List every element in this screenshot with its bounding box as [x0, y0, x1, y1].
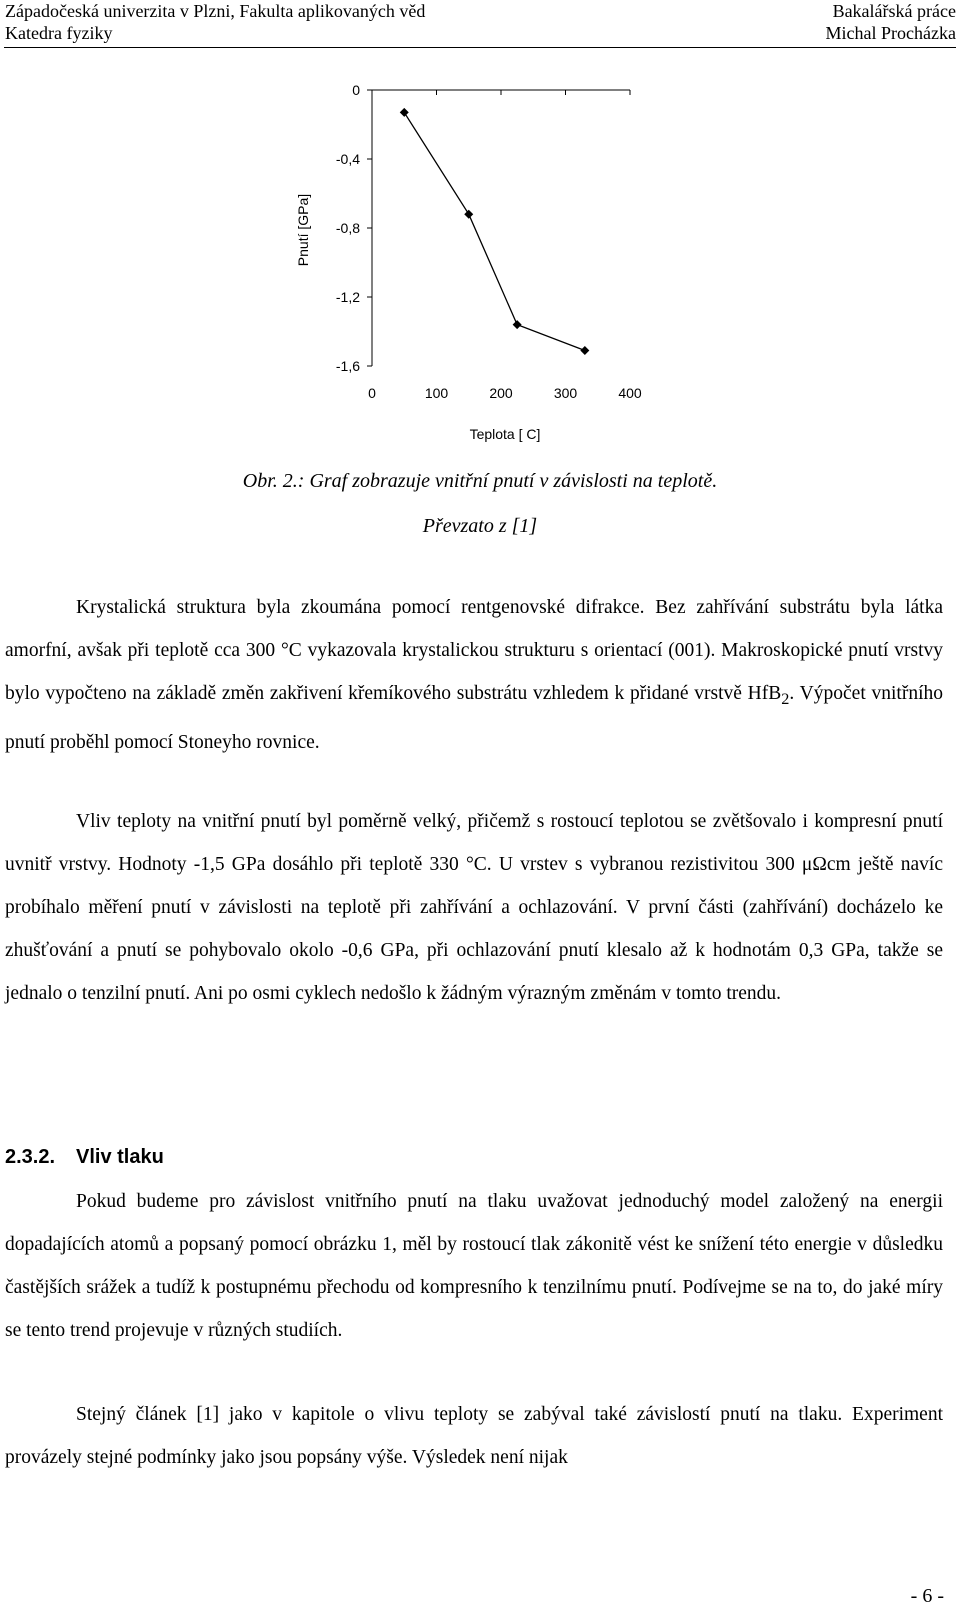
x-axis-label: Teplota [ C]: [469, 426, 541, 442]
header-thesis-type: Bakalářská práce: [832, 1, 956, 21]
paragraph-text: Krystalická struktura byla zkoumána pomocí rentgenovské difrakce. Bez zahřívání substrátu byla látka amorfní, avšak při teplotě cca 300 °C vykazovala krystalickou strukturu s orientací (001). Makroskopické pnutí vrstvy bylo vypočteno na základě změn zakřivení křemíkového substrátu vzhledem k přidané vrstvě HfB: [5, 597, 943, 704]
x-tick-label: 300: [553, 385, 578, 401]
y-tick-label: -1,6: [335, 358, 360, 374]
paragraph-text: Pokud budeme pro závislost vnitřního pnutí na tlaku uvažovat jednoduchý model založený na energii dopadajících atomů a popsaný pomocí obrázku 1, měl by rostoucí tlak zákonitě vést ke snížení této energie v důsledku častějších srážek a tudíž k postupnému přechodu od kompresního k tenzilnímu pnutí. Podívejme se na to, do jaké míry se tento trend projevuje v různých studiích.: [5, 1191, 943, 1341]
paragraph-text: . Výpočet vnitřního pnutí proběhl pomocí Stoneyho rovnice.: [5, 683, 943, 753]
x-tick-label: 0: [368, 385, 376, 401]
y-tick-label: 0: [352, 82, 360, 98]
y-tick-label: -0,4: [335, 151, 360, 167]
paragraph-crystal-structure: [5, 586, 943, 764]
page-number: - 6 -: [910, 1585, 944, 1607]
header-department: Katedra fyziky: [5, 23, 113, 43]
section-title: Vliv tlaku: [76, 1146, 164, 1168]
x-tick-label: 100: [424, 385, 449, 401]
section-number: 2.3.2.: [5, 1146, 56, 1168]
paragraph-text: Stejný článek [1] jako v kapitole o vlivu teploty se zabýval také závislostí pnutí na tlaku. Experiment provázely stejné podmínky jako jsou popsány výše. Výsledek není nijak: [5, 1404, 943, 1468]
y-axis-label: Pnutí [GPa]: [295, 193, 311, 267]
section-heading: [5, 1146, 164, 1169]
y-tick-label: -1,2: [335, 289, 360, 305]
data-series: [400, 108, 590, 355]
page-header: [0, 0, 960, 50]
paragraph-pressure-model: [5, 1180, 943, 1352]
x-axis: [368, 90, 642, 401]
header-university: Západočeská univerzita v Plzni, Fakulta aplikovaných věd: [5, 1, 426, 21]
data-point-marker: [580, 346, 589, 355]
header-rule: [4, 47, 956, 48]
paragraph-pressure-study: [5, 1393, 943, 1479]
paragraph-text: Vliv teploty na vnitřní pnutí byl poměrně velký, přičemž s rostoucí teplotou se zvětšovalo i kompresní pnutí uvnitř vrstvy. Hodnoty -1,5 GPa dosáhlo při teplotě 330 °C. U vrstev s vybranou rezistivitou 300 μΩcm ještě navíc probíhalo měření pnutí v závislosti na teplotě při zahřívání a ochlazování. V první části (zahřívání) docházelo ke zhušťování a pnutí se pohybovalo okolo -0,6 GPa, při ochlazování pnutí klesalo až k hodnotám 0,3 GPa, takže se jednalo o tenzilní pnutí. Ani po osmi cyklech nedošlo k žádným výrazným změnám v tomto trendu.: [5, 811, 943, 1004]
figure-caption: Obr. 2.: Graf zobrazuje vnitřní pnutí v závislosti na teplotě.: [242, 470, 718, 492]
y-axis: [336, 82, 372, 374]
x-tick-label: 200: [489, 385, 513, 401]
stress-temperature-chart: [0, 60, 960, 460]
x-tick-label: 400: [618, 385, 642, 401]
y-tick-label: -0,8: [335, 220, 360, 236]
data-point-marker: [464, 210, 473, 219]
paragraph-temperature-influence: [5, 800, 943, 1015]
subscript: 2: [781, 689, 790, 708]
data-point-marker: [400, 108, 409, 117]
figure-source: Převzato z [1]: [422, 515, 538, 537]
header-author: Michal Procházka: [825, 23, 956, 43]
series-line: [404, 112, 585, 350]
data-point-marker: [513, 320, 522, 329]
